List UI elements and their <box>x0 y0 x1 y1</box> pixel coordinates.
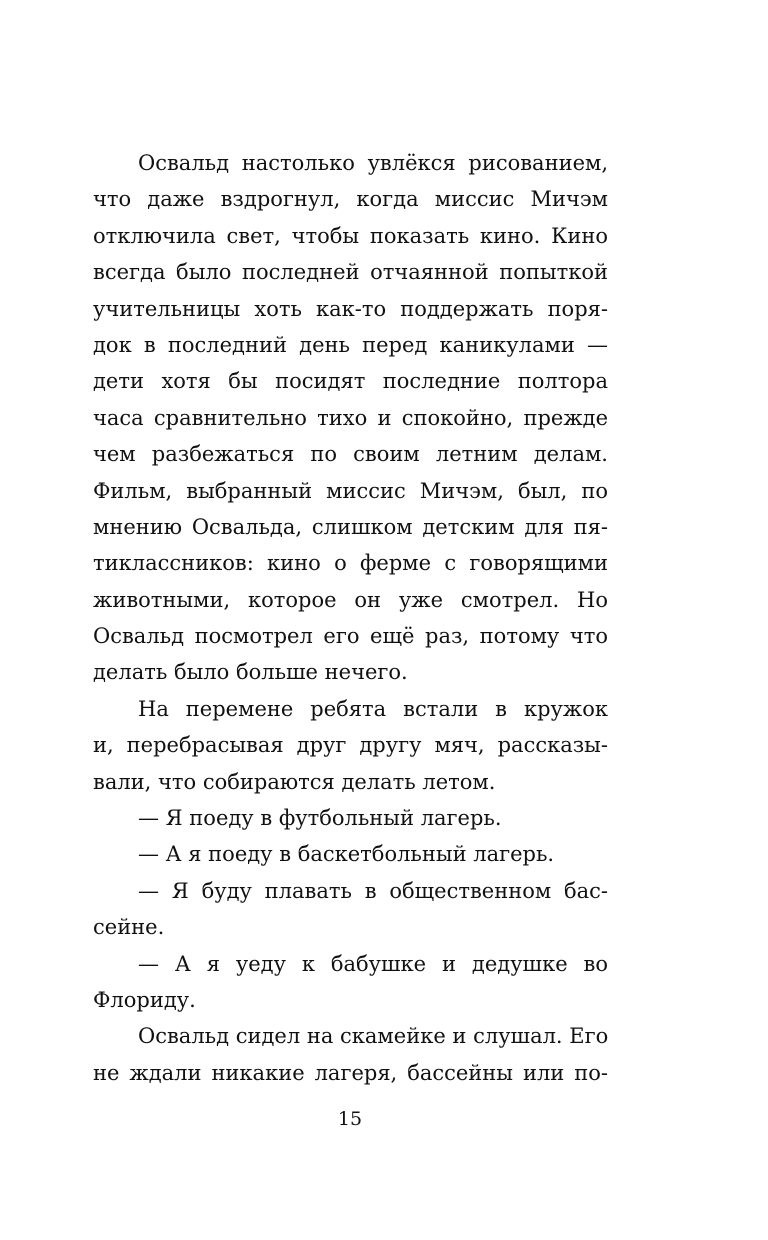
text-line: учительницы хоть как-то поддержать поря- <box>93 296 608 321</box>
body-text <box>93 145 608 1091</box>
text-line: чем разбежаться по своим летним делам. <box>93 442 608 467</box>
text-line: Освальд сидел на скамейке и слушал. Его <box>138 1024 609 1049</box>
text-line: Флориду. <box>93 987 196 1012</box>
text-line: животными, которое он уже смотрел. Но <box>93 587 608 612</box>
text-line: отключила свет, чтобы показать кино. Кино <box>93 223 608 248</box>
text-line: часа сравнительно тихо и спокойно, прежде <box>93 405 608 430</box>
dialogue-line: — Я буду плавать в общественном бас- <box>138 878 608 903</box>
text-line: и, перебрасывая друг другу мяч, рассказы- <box>93 733 608 758</box>
text-line: Освальд настолько увлёкся рисованием, <box>138 151 608 175</box>
text-line: что даже вздрогнул, когда миссис Мичэм <box>93 187 608 212</box>
dialogue-line: — Я поеду в футбольный лагерь. <box>138 806 502 831</box>
dialogue-line: — А я поеду в баскетбольный лагерь. <box>138 842 555 867</box>
text-line: На перемене ребята встали в кружок <box>138 696 608 721</box>
text-line: сейне. <box>93 915 165 940</box>
page-number: 15 <box>337 1108 363 1130</box>
text-line: вали, что собираются делать летом. <box>93 769 496 794</box>
text-line: Освальд посмотрел его ещё раз, потому что <box>93 624 608 649</box>
text-line: всегда было последней отчаянной попыткой <box>93 260 608 285</box>
text-line: тиклассников: кино о ферме с говорящими <box>93 551 608 576</box>
text-line: док в последний день перед каникулами — <box>93 332 608 357</box>
text-line: Фильм, выбранный миссис Мичэм, был, по <box>93 478 608 503</box>
text-line: делать было больше нечего. <box>93 660 408 685</box>
text-line: мнению Освальда, слишком детским для пя- <box>93 514 608 539</box>
dialogue-line: — А я уеду к бабушке и дедушке во <box>138 951 608 976</box>
text-line: не ждали никакие лагеря, бассейны или по- <box>93 1060 608 1085</box>
text-line: дети хотя бы посидят последние полтора <box>93 369 608 394</box>
